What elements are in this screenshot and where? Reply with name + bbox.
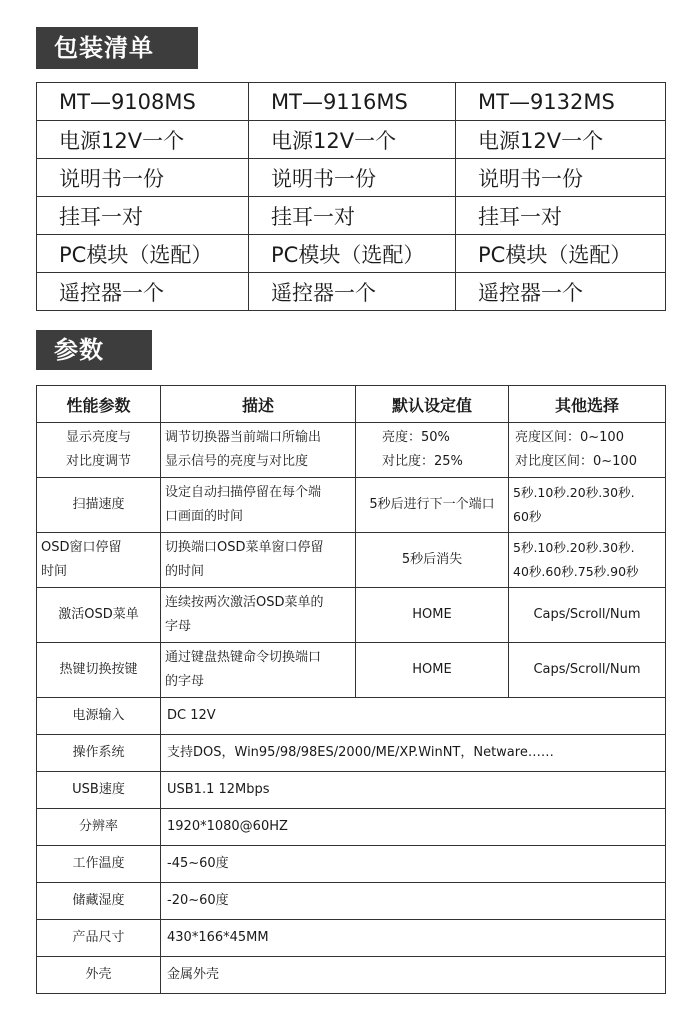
packing-cell: 挂耳一对: [37, 197, 249, 235]
param-value: DC 12V: [161, 698, 666, 735]
param-name: [37, 588, 161, 643]
param-name: [37, 533, 161, 588]
param-simple-row: [37, 698, 666, 735]
param-desc-line: 通过键盘热键命令切换端口: [165, 650, 322, 665]
packing-cell: 电源12V一个: [249, 121, 456, 159]
param-other: [509, 423, 666, 478]
param-name: 产品尺寸: [37, 920, 161, 957]
param-other: [509, 478, 666, 533]
packing-cell: MT—9132MS: [456, 83, 666, 121]
param-simple-row: [37, 735, 666, 772]
header-description: 描述: [161, 386, 356, 423]
param-default-line: 5秒后进行下一个端口: [369, 497, 495, 512]
param-desc-line: 显示信号的亮度与对比度: [165, 454, 309, 469]
param-name-line: 时间: [41, 564, 68, 579]
param-simple-row: [37, 809, 666, 846]
parameters-title: 参数: [36, 330, 152, 370]
param-simple-row: [37, 846, 666, 883]
param-value: USB1.1 12Mbps: [161, 772, 666, 809]
packing-cell: PC模块（选配）: [456, 235, 666, 273]
param-default-line: HOME: [412, 662, 452, 677]
param-simple-row: [37, 772, 666, 809]
param-other-line: Caps/Scroll/Num: [533, 607, 641, 622]
param-value: 支持DOS，Win95/98/98ES/2000/ME/XP.WinNT，Netware……: [161, 735, 666, 772]
packing-cell: 挂耳一对: [456, 197, 666, 235]
param-name-line: 激活OSD菜单: [58, 607, 139, 622]
param-value: 1920*1080@60HZ: [161, 809, 666, 846]
param-name-line: OSD窗口停留: [41, 540, 122, 555]
packing-cell: 挂耳一对: [249, 197, 456, 235]
param-name: [37, 423, 161, 478]
param-desc: [161, 423, 356, 478]
param-row: [37, 588, 666, 643]
param-desc-line: 切换端口OSD菜单窗口停留: [165, 540, 324, 555]
param-simple-row: [37, 957, 666, 994]
param-other-line: Caps/Scroll/Num: [533, 662, 641, 677]
packing-list-title: 包装清单: [36, 27, 198, 69]
packing-list-table: [36, 82, 666, 311]
packing-cell: 说明书一份: [37, 159, 249, 197]
param-desc-line: 的字母: [165, 674, 205, 689]
param-name: 储藏湿度: [37, 883, 161, 920]
param-name: [37, 478, 161, 533]
header-performance: 性能参数: [37, 386, 161, 423]
param-name-line: 扫描速度: [72, 497, 125, 512]
packing-cell: 遥控器一个: [249, 273, 456, 311]
param-row: [37, 533, 666, 588]
header-default: 默认设定值: [356, 386, 509, 423]
param-row: [37, 643, 666, 698]
packing-row: [37, 235, 666, 273]
param-name: 操作系统: [37, 735, 161, 772]
packing-row: [37, 273, 666, 311]
param-desc: [161, 533, 356, 588]
param-desc-line: 调节切换器当前端口所输出: [165, 430, 322, 445]
param-other-line: 亮度区间：0~100: [515, 430, 624, 445]
param-row: [37, 478, 666, 533]
param-name-line: 对比度调节: [65, 454, 131, 469]
param-desc: [161, 588, 356, 643]
param-default-line: 亮度：50%: [382, 430, 450, 445]
param-default: [356, 643, 509, 698]
packing-row: [37, 83, 666, 121]
packing-cell: 电源12V一个: [456, 121, 666, 159]
packing-cell: PC模块（选配）: [249, 235, 456, 273]
packing-cell: MT—9116MS: [249, 83, 456, 121]
param-desc-line: 字母: [165, 619, 192, 634]
param-other-line: 40秒.60秒.75秒.90秒: [513, 564, 639, 579]
param-desc-line: 口画面的时间: [165, 509, 244, 524]
param-value: 430*166*45MM: [161, 920, 666, 957]
param-desc-line: 设定自动扫描停留在每个端: [165, 485, 322, 500]
param-name: 工作温度: [37, 846, 161, 883]
param-other-line: 对比度区间：0~100: [515, 454, 637, 469]
packing-cell: 说明书一份: [456, 159, 666, 197]
param-value: -20~60度: [161, 883, 666, 920]
param-other-line: 60秒: [513, 509, 542, 524]
param-row: [37, 423, 666, 478]
packing-cell: 遥控器一个: [37, 273, 249, 311]
param-name-line: 显示亮度与: [65, 430, 131, 445]
param-default-line: 对比度：25%: [382, 454, 463, 469]
packing-cell: 遥控器一个: [456, 273, 666, 311]
param-value: 金属外壳: [161, 957, 666, 994]
packing-cell: MT—9108MS: [37, 83, 249, 121]
packing-row: [37, 197, 666, 235]
packing-row: [37, 121, 666, 159]
header-options: 其他选择: [509, 386, 666, 423]
parameters-table: [36, 385, 666, 994]
param-other: [509, 588, 666, 643]
packing-row: [37, 159, 666, 197]
param-desc: [161, 643, 356, 698]
param-name: [37, 643, 161, 698]
param-desc-line: 连续按两次激活OSD菜单的: [165, 595, 324, 610]
param-default: [356, 533, 509, 588]
param-other: [509, 643, 666, 698]
packing-cell: PC模块（选配）: [37, 235, 249, 273]
param-name: USB速度: [37, 772, 161, 809]
param-value: -45~60度: [161, 846, 666, 883]
param-desc-line: 的时间: [165, 564, 205, 579]
param-name: 电源输入: [37, 698, 161, 735]
packing-cell: 说明书一份: [249, 159, 456, 197]
param-desc: [161, 478, 356, 533]
param-simple-row: [37, 920, 666, 957]
param-other: [509, 533, 666, 588]
param-name: 分辨率: [37, 809, 161, 846]
param-other-line: 5秒.10秒.20秒.30秒.: [513, 540, 635, 555]
packing-cell: 电源12V一个: [37, 121, 249, 159]
param-default-line: 5秒后消失: [401, 552, 463, 567]
param-simple-row: [37, 883, 666, 920]
param-default-line: HOME: [412, 607, 452, 622]
param-name-line: 热键切换按键: [59, 662, 138, 677]
param-default: [356, 423, 509, 478]
param-other-line: 5秒.10秒.20秒.30秒.: [513, 485, 635, 500]
param-default: [356, 478, 509, 533]
param-name: 外壳: [37, 957, 161, 994]
param-default: [356, 588, 509, 643]
